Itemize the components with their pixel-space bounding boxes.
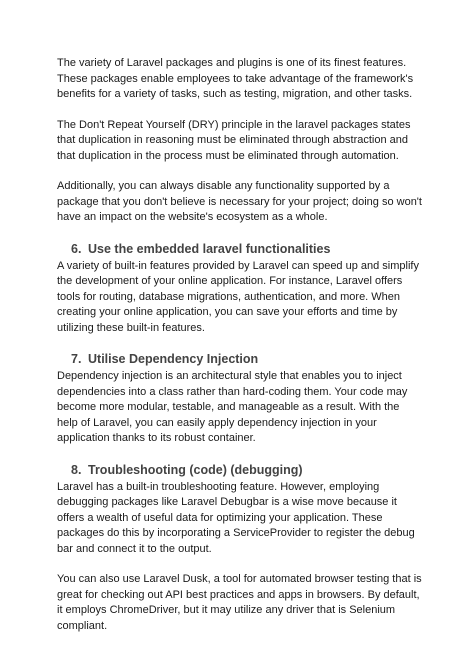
section-heading-6 bbox=[57, 241, 422, 258]
section-paragraph: A variety of built-in features provided by Laravel can speed up and simplify the development of your online application. For instance, Laravel offers tools for routing, database migrations, authentication, and more. When creating your online application, you can save your efforts and time by utilizing these built-in features. bbox=[57, 259, 419, 334]
intro-paragraph: The Don't Repeat Yourself (DRY) principle in the laravel packages states that duplication in reasoning must be eliminated through abstraction and that duplication in the process must be eliminated through automation. bbox=[57, 118, 411, 162]
section-number: 8. bbox=[71, 462, 82, 477]
section-paragraph: You can also use Laravel Dusk, a tool for automated browser testing that is great for checking out API best practices and apps in browsers. By default, it employs ChromeDriver, but it may utilize any driver that is Selenium compliant. bbox=[57, 573, 422, 632]
intro-paragraph: Additionally, you can always disable any functionality supported by a package that you don't believe is necessary for your project; doing so won't have an impact on the website's ecosystem as a whole. bbox=[57, 180, 422, 223]
section-number: 7. bbox=[71, 352, 82, 366]
section-title: Use the embedded laravel functionalities bbox=[88, 241, 331, 256]
document-body bbox=[57, 56, 422, 649]
section-heading-7 bbox=[57, 351, 422, 368]
section-title: Troubleshooting (code) (debugging) bbox=[88, 462, 303, 477]
section-number: 6. bbox=[71, 241, 82, 256]
section-heading-8 bbox=[57, 462, 422, 479]
section-paragraph: Laravel has a built-in troubleshooting feature. However, employing debugging packages like Laravel Debugbar is a wise move because it offers a wealth of useful data for optimizing your application. These packages do this by incorporating a ServiceProvider to register the debug bar and connect it to the output. bbox=[57, 480, 415, 555]
section-title: Utilise Dependency Injection bbox=[88, 352, 259, 366]
intro-paragraph: The variety of Laravel packages and plugins is one of its finest features. These packages enable employees to take advantage of the framework's benefits for a variety of tasks, such as testing, migration, and other tasks. bbox=[57, 57, 414, 100]
section-paragraph: Dependency injection is an architectural style that enables you to inject dependencies into a class rather than hard-coding them. Your code may become more modular, testable, and manageable as a result. With the help of Laravel, you can easily apply dependency injection in your application thanks to its robust container. bbox=[57, 370, 408, 444]
